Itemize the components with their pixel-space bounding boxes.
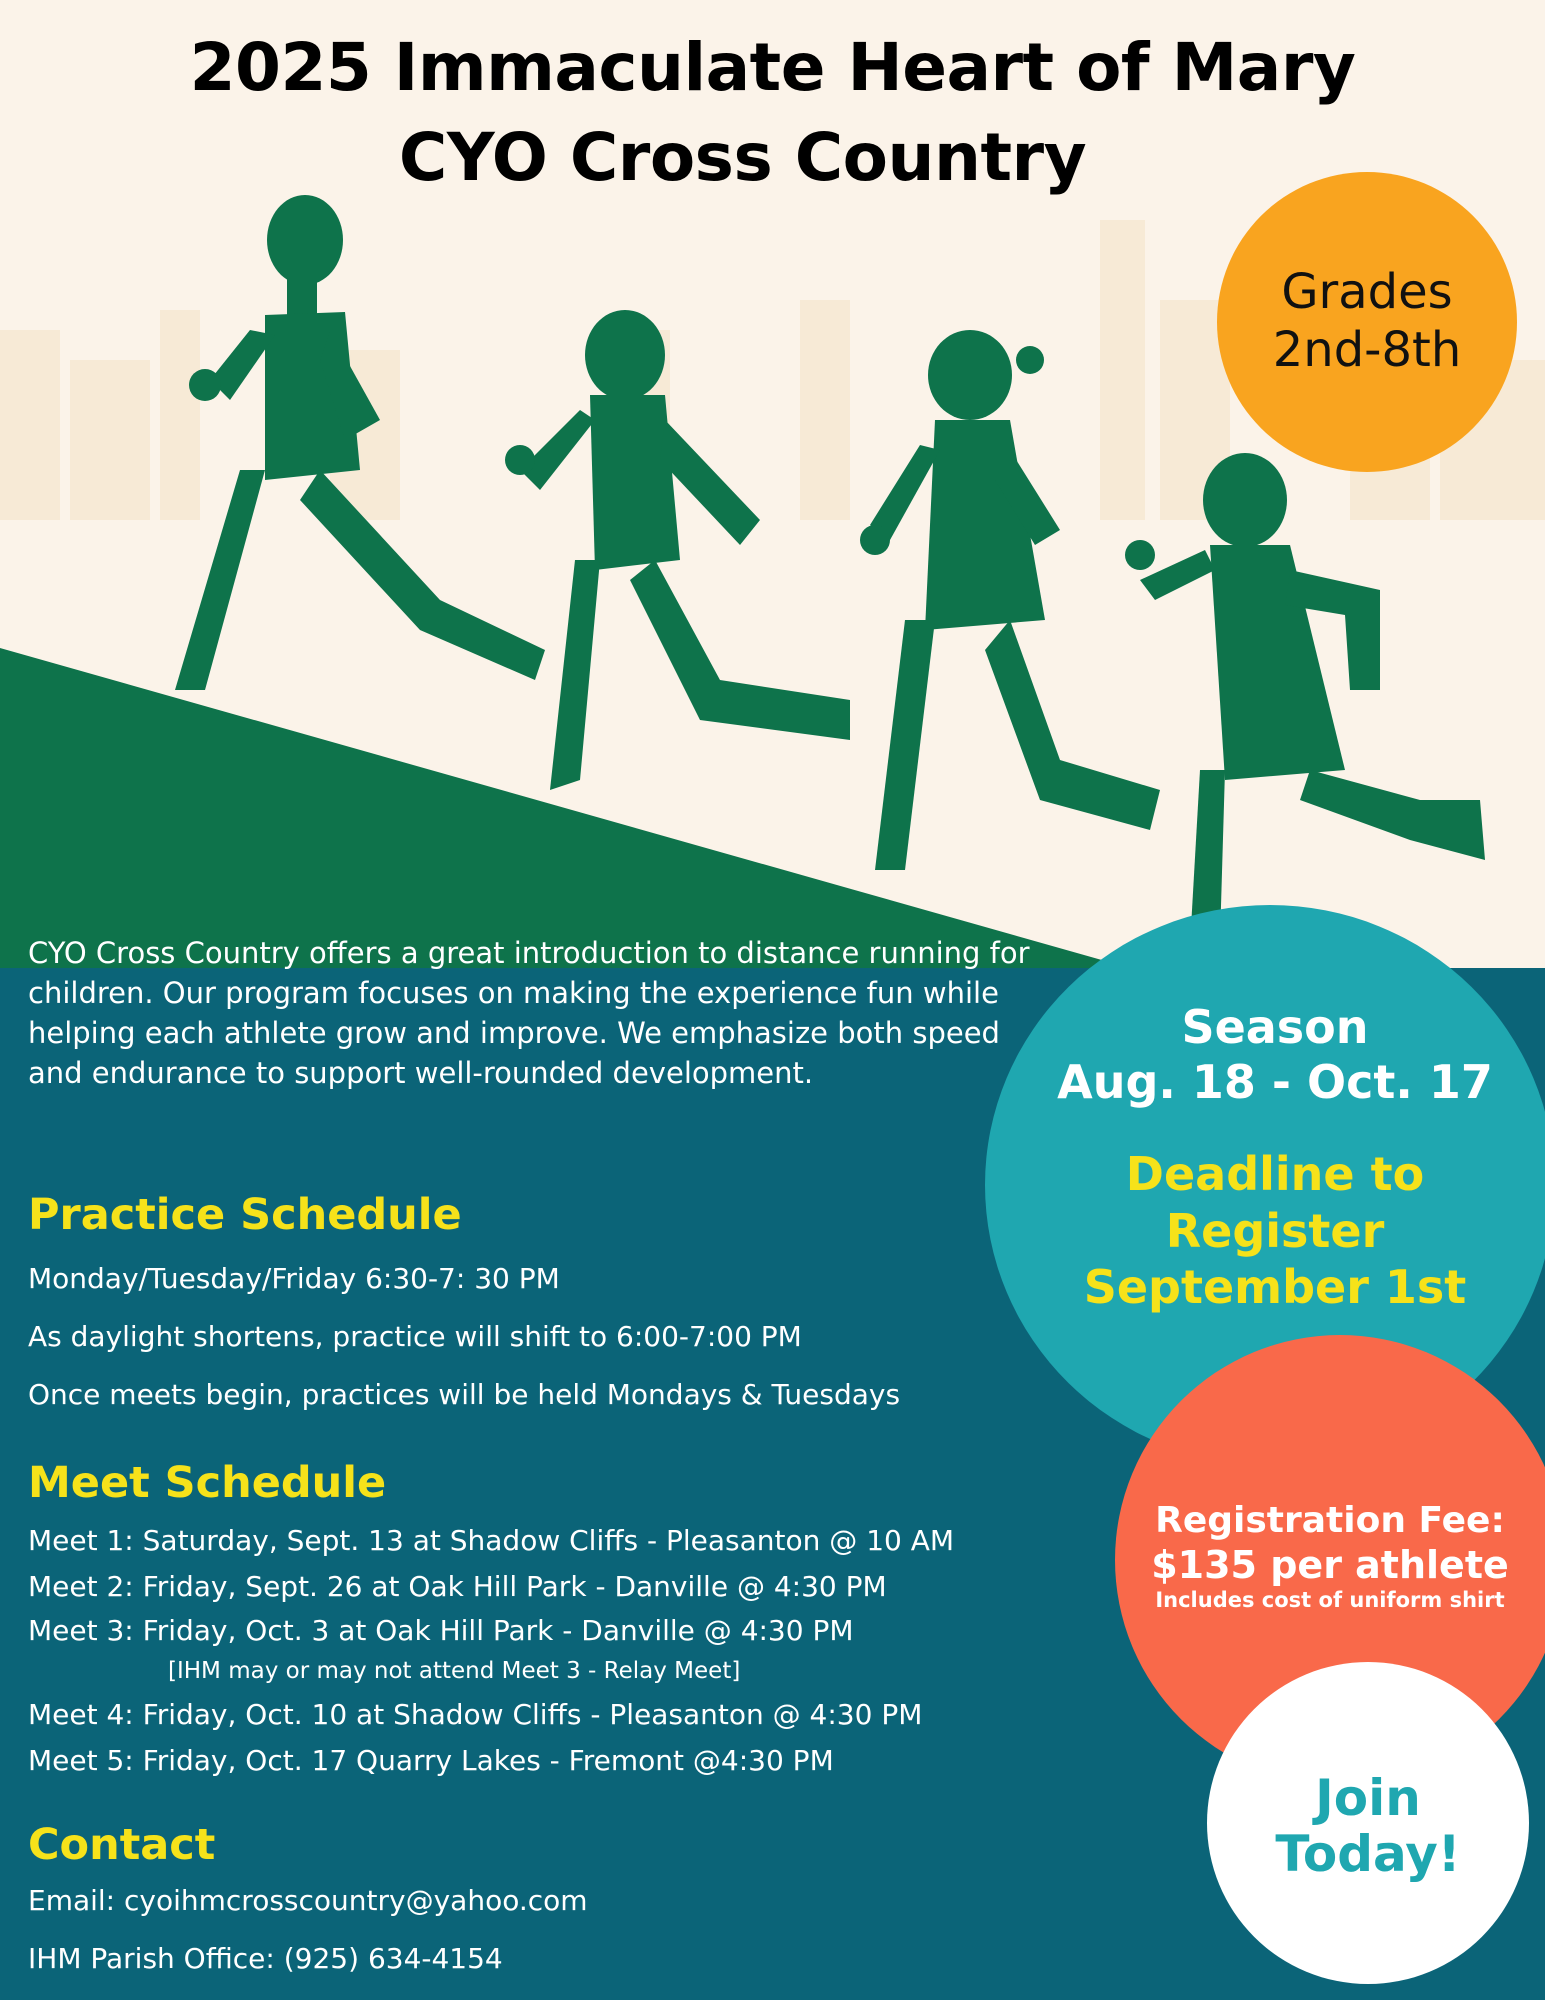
join-line-2: Today! [1275,1825,1461,1883]
season-info [1040,1000,1510,1110]
contact-phone[interactable]: IHM Parish Office: (925) 634-4154 [28,1942,503,1975]
page-title-line-1: 2025 Immaculate Heart of Mary [189,29,1356,106]
fee-note: Includes cost of uniform shirt [1155,1588,1505,1612]
join-today-text [1207,1770,1529,1882]
meet-item-3: Meet 3: Friday, Oct. 3 at Oak Hill Park - Danville @ 4:30 PM [28,1614,854,1647]
meet-item-4: Meet 4: Friday, Oct. 10 at Shadow Cliffs - Pleasanton @ 4:30 PM [28,1698,923,1731]
meet-item-5: Meet 5: Friday, Oct. 17 Quarry Lakes - Fremont @4:30 PM [28,1744,834,1777]
program-description: CYO Cross Country offers a great introduction to distance running for children. Our program focuses on making the experience fun while helping each athlete grow and improve. We emphasize both speed and endurance to support well-rounded development. [28,936,1030,1090]
fee-label: Registration Fee: [1155,1500,1505,1541]
deadline-line-2: Register [1165,1203,1385,1258]
meet-3-note: [IHM may or may not attend Meet 3 - Relay Meet] [168,1658,741,1684]
join-line-1: Join [1315,1769,1421,1827]
practice-line-3: Once meets begin, practices will be held Mondays & Tuesdays [28,1378,901,1411]
contact-heading: Contact [28,1820,216,1870]
contact-email[interactable]: Email: cyoihmcrosscountry@yahoo.com [28,1884,588,1917]
runner-silhouette-4 [1125,453,1485,945]
practice-schedule-heading: Practice Schedule [28,1190,462,1240]
grades-badge [1217,172,1517,472]
deadline-line-1: Deadline to [1125,1147,1425,1201]
page-title-line-2: CYO Cross Country [398,119,1087,196]
meet-item-2: Meet 2: Friday, Sept. 26 at Oak Hill Park - Danville @ 4:30 PM [28,1570,887,1603]
season-dates: Aug. 18 - Oct. 17 [1057,1055,1493,1110]
meet-schedule-heading: Meet Schedule [28,1458,387,1508]
fee-amount: $135 per athlete [1151,1543,1509,1587]
practice-line-2: As daylight shortens, practice will shift to 6:00-7:00 PM [28,1320,802,1353]
season-label: Season [1181,1000,1369,1054]
meet-item-1: Meet 1: Saturday, Sept. 13 at Shadow Cliffs - Pleasanton @ 10 AM [28,1524,955,1557]
deadline-line-3: September 1st [1083,1260,1467,1315]
grades-range: 2nd-8th [1272,322,1462,378]
grades-label: Grades [1281,264,1453,321]
practice-line-1: Monday/Tuesday/Friday 6:30-7: 30 PM [28,1262,560,1295]
registration-deadline [1040,1146,1510,1316]
runner-silhouette-2 [505,310,850,790]
